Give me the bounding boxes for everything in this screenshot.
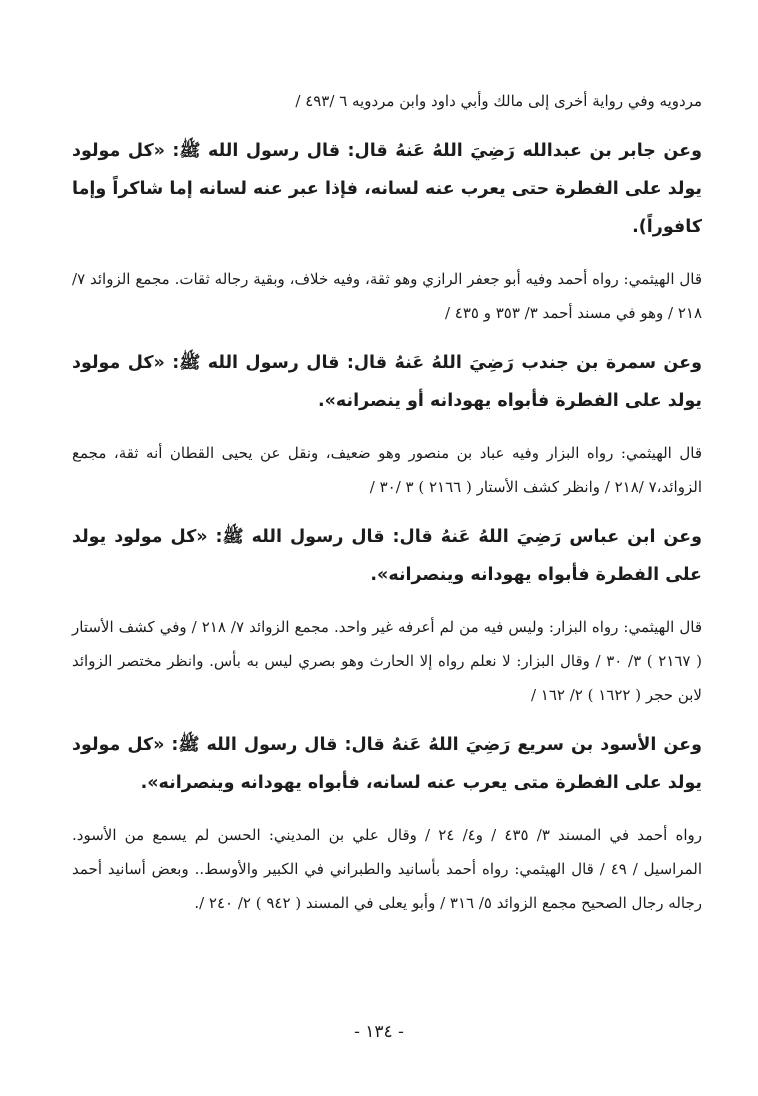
page-number: - ١٣٤ - (354, 1022, 404, 1042)
note-paragraph: قال الهيثمي: رواه البزار: وليس فيه من لم أعرفه غير واحد. مجمع الزوائد ٧/ ٢١٨ / وفي كشف الأستار ( ٢١٦٧ ) ٣/ ٣٠ / وقال البزار: لا نعلم رواه إلا الحارث وهو بصري ليس به بأس. وانظر مختصر الزوائد لابن حجر ( ١٦٢٢ ) ٢/ ١٦٢ / (72, 618, 702, 704)
note-paragraph: مردويه وفي رواية أخرى إلى مالك وأبي داود وابن مردويه ٦ /٤٩٣ / (295, 92, 702, 110)
page-body (72, 84, 702, 934)
hadith-paragraph-jabir: وعن جابر بن عبدالله رَضِيَ اللهُ عَنهُ قال: قال رسول الله ﷺ: «كل مولود يولد على الفطرة حتى يعرب عنه لسانه، فإذا عبر عنه لسانه إما شاكراً وإما كافوراً). (72, 141, 702, 237)
hadith-paragraph-samura: وعن سمرة بن جندب رَضِيَ اللهُ عَنهُ قال: قال رسول الله ﷺ: «كل مولود يولد على الفطرة فأبواه يهودانه أو ينصرانه». (72, 353, 702, 411)
note-paragraph: قال الهيثمي: رواه البزار وفيه عباد بن منصور وهو ضعيف، ونقل عن يحيى القطان أنه ثقة، مجمع الزوائد،٧ /٢١٨ / وانظر كشف الأستار ( ٢١٦٦ ) ٣ /٣٠ / (72, 444, 702, 496)
note-paragraph: رواه أحمد في المسند ٣/ ٤٣٥ / و٤/ ٢٤ / وقال علي بن المديني: الحسن لم يسمع من الأسود. المراسيل / ٤٩ / قال الهيثمي: رواه أحمد بأسانيد والطبراني في الكبير والأوسط.. وبعض أسانيد أحمد رجاله رجال الصحيح مجمع الزوائد ٥/ ٣١٦ / وأبو يعلى في المسند ( ٩٤٢ ) ٢/ ٢٤٠ /. (72, 826, 702, 912)
hadith-paragraph-ibn-abbas: وعن ابن عباس رَضِيَ اللهُ عَنهُ قال: قال رسول الله ﷺ: «كل مولود يولد على الفطرة فأبواه يهودانه وينصرانه». (72, 527, 702, 585)
hadith-paragraph-aswad: وعن الأسود بن سريع رَضِيَ اللهُ عَنهُ قال: قال رسول الله ﷺ: «كل مولود يولد على الفطرة متى يعرب عنه لسانه، فأبواه يهودانه وينصرانه». (72, 735, 702, 793)
note-paragraph: قال الهيثمي: رواه أحمد وفيه أبو جعفر الرازي وهو ثقة، وفيه خلاف، وبقية رجاله ثقات. مجمع الزوائد ٧/ ٢١٨ / وهو في مسند أحمد ٣/ ٣٥٣ و ٤٣٥ / (72, 270, 702, 322)
